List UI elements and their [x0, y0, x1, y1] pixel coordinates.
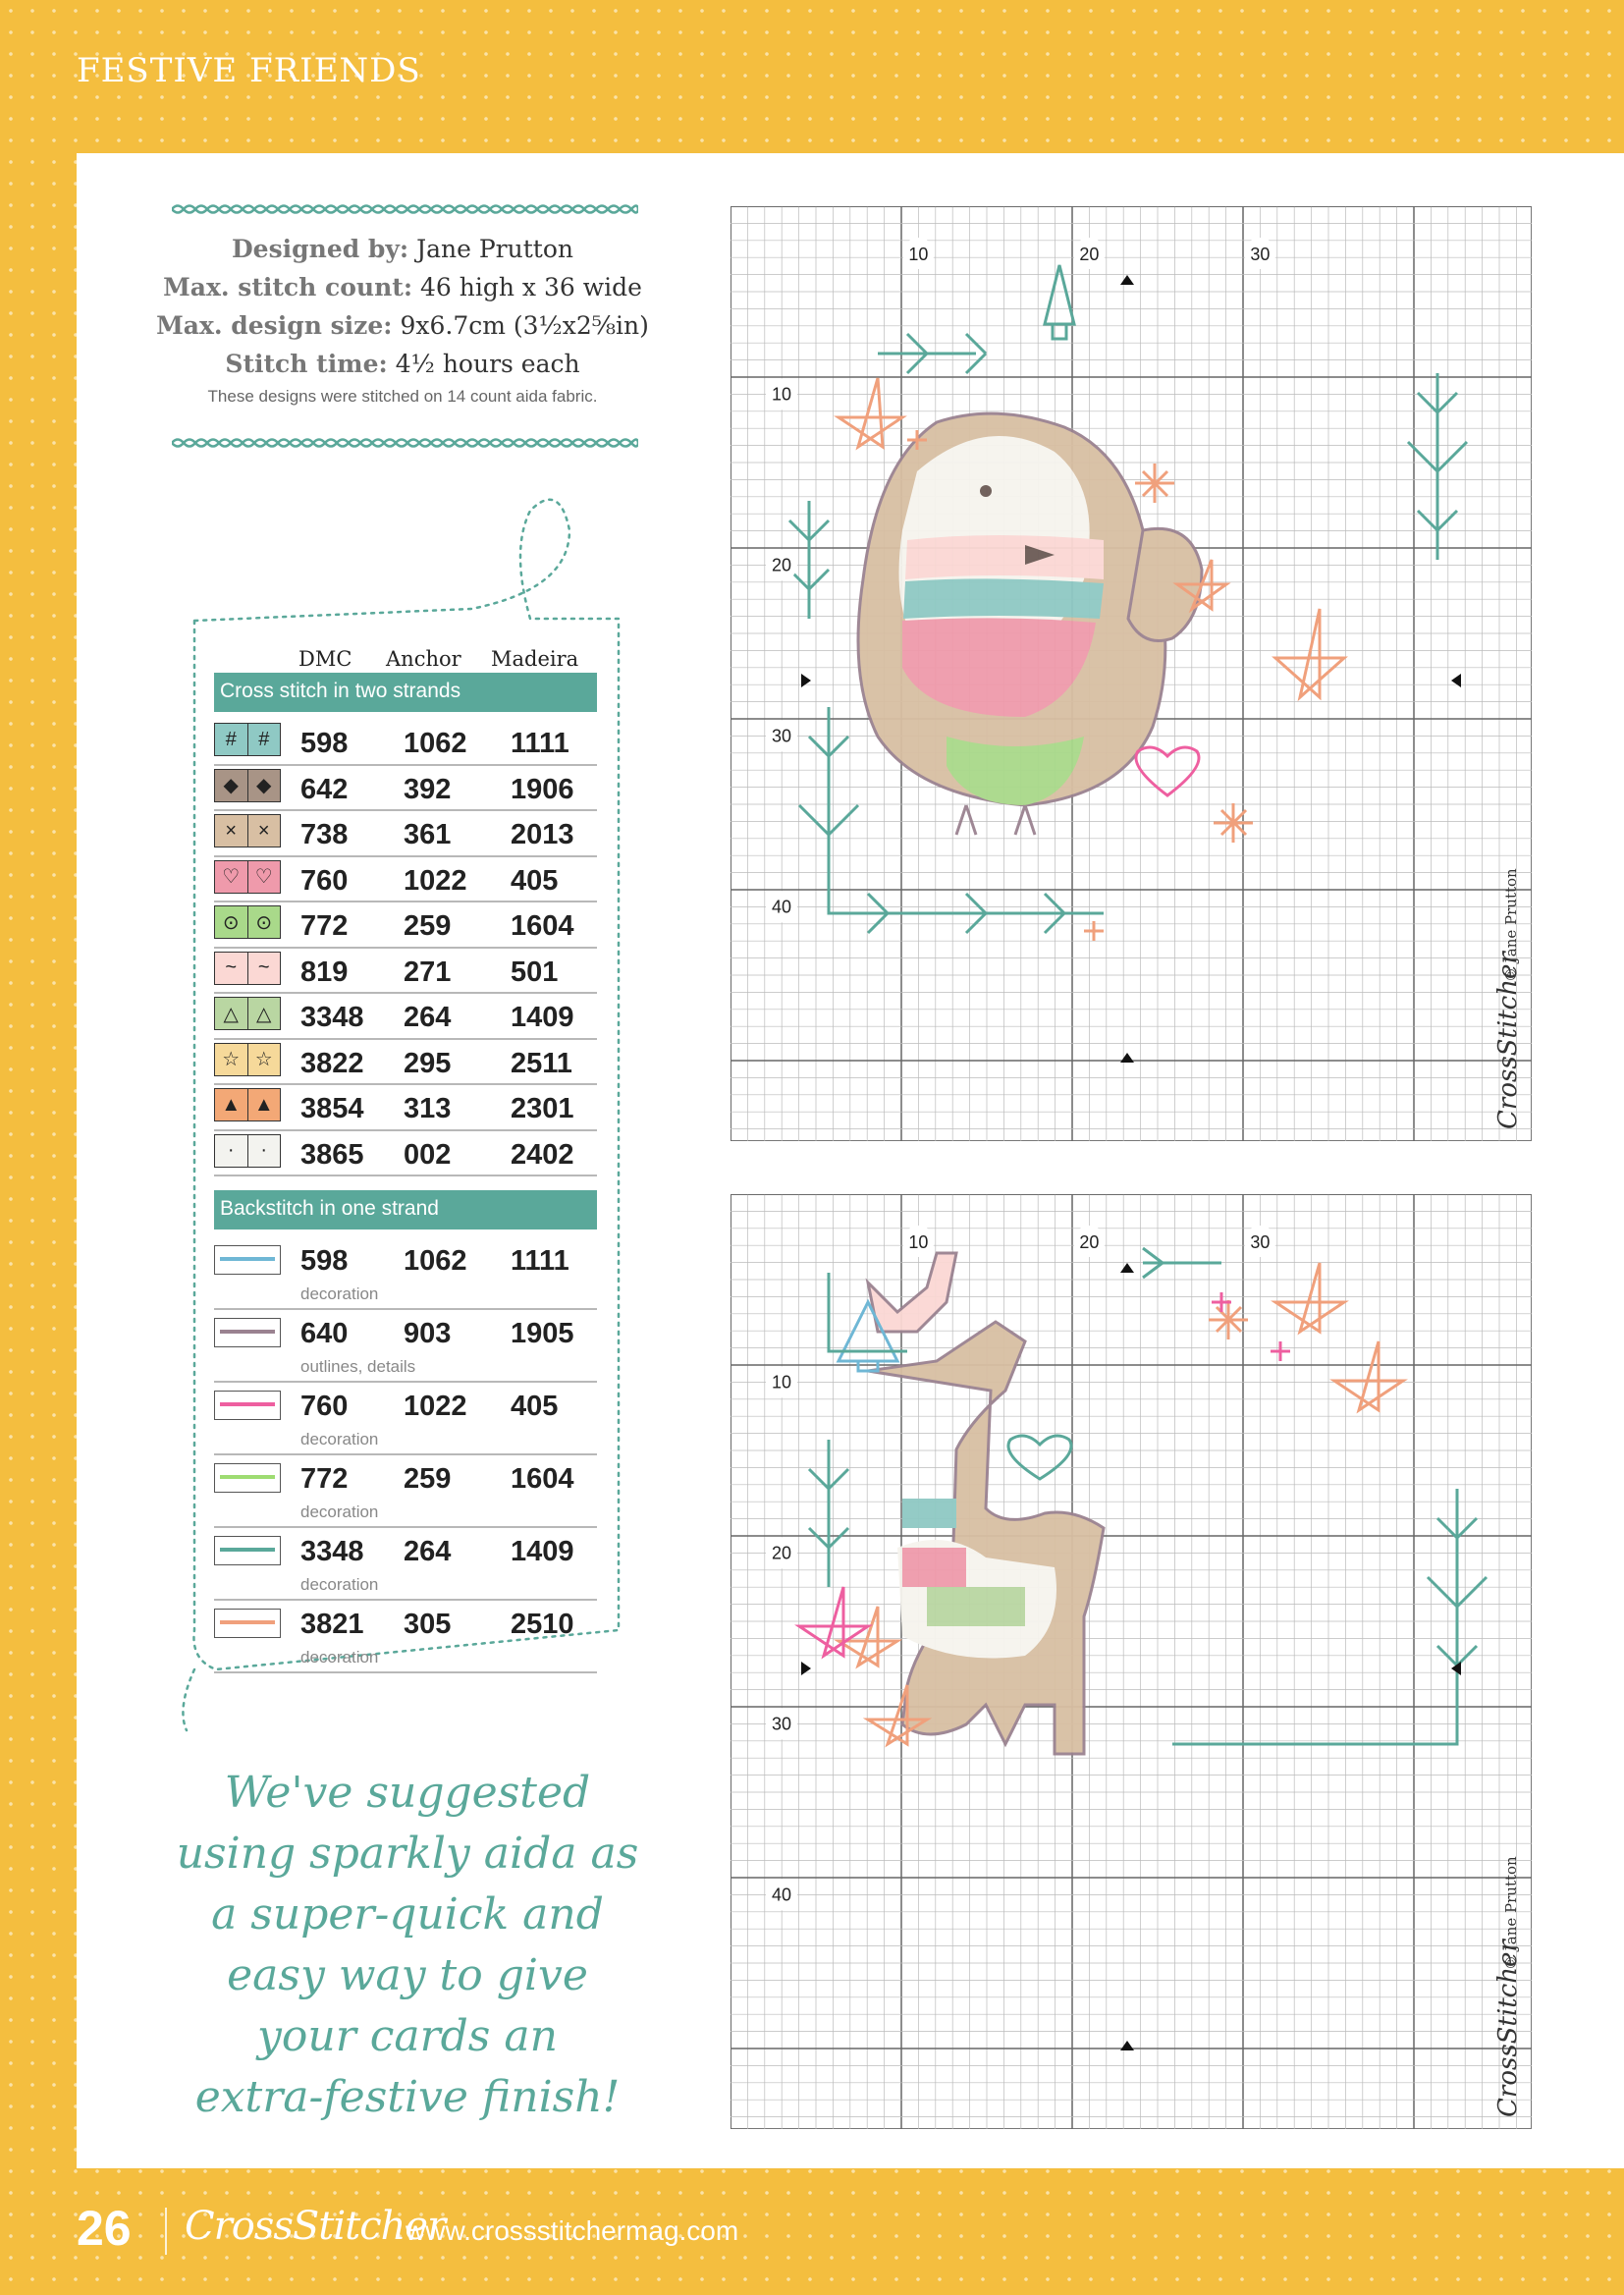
symbol-swatch: ☆ ☆	[214, 1043, 281, 1076]
anchor-code: 1062	[404, 1245, 467, 1277]
side-axis-label: 20	[771, 555, 792, 575]
symbol-swatch: × ×	[214, 814, 281, 847]
backstitch-swatch	[214, 1536, 281, 1565]
symbol-swatch: ▲ ▲	[214, 1088, 281, 1121]
credit-stitch-time: Stitch time: 4½ hours each	[225, 350, 580, 378]
dmc-code: 760	[300, 1391, 349, 1422]
backstitch-heading: Backstitch in one strand	[214, 1190, 597, 1229]
top-axis-label: 10	[908, 1232, 929, 1252]
backstitch-rows	[214, 1237, 597, 1673]
anchor-code: 259	[404, 1463, 452, 1495]
dmc-code: 3348	[300, 1002, 364, 1033]
madeira-code: 1604	[511, 910, 574, 942]
symbol-swatch: ◆ ◆	[214, 769, 281, 802]
backstitch-row	[214, 1383, 597, 1455]
cross-stitch-row	[214, 1085, 597, 1131]
top-axis-label: 30	[1250, 245, 1271, 264]
symbol-swatch: · ·	[214, 1134, 281, 1168]
credit-stitch-count: Max. stitch count: 46 high x 36 wide	[163, 273, 642, 301]
reindeer-chart	[731, 1194, 1532, 2129]
dmc-code: 598	[300, 1245, 349, 1277]
madeira-code: 2301	[511, 1093, 574, 1124]
madeira-code: 1111	[511, 728, 569, 759]
madeira-code: 1905	[511, 1318, 574, 1349]
backstitch-usage: decoration	[300, 1284, 379, 1303]
cross-stitch-rows	[214, 720, 597, 1176]
wave-divider-bottom	[172, 436, 638, 450]
backstitch-usage: decoration	[300, 1503, 379, 1521]
madeira-code: 501	[511, 956, 559, 988]
section-title: FESTIVE FRIENDS	[77, 51, 421, 90]
madeira-code: 1409	[511, 1536, 574, 1567]
anchor-code: 271	[404, 956, 452, 988]
madeira-code: 405	[511, 864, 559, 897]
anchor-code: 1022	[404, 1391, 467, 1422]
side-axis-label: 10	[771, 384, 792, 405]
madeira-code: 2013	[511, 819, 574, 850]
symbol-swatch: ⊙ ⊙	[214, 905, 281, 939]
dmc-code: 738	[300, 819, 349, 850]
cross-stitch-row	[214, 857, 597, 903]
cross-stitch-row	[214, 720, 597, 766]
side-axis-label: 20	[771, 1543, 792, 1563]
chart-credit: © Jane Prutton	[1502, 1856, 1520, 1970]
anchor-code: 1062	[404, 728, 467, 759]
dmc-code: 3348	[300, 1536, 364, 1567]
anchor-code: 361	[404, 819, 452, 850]
cross-stitch-heading: Cross stitch in two strands	[214, 673, 597, 712]
thread-key	[214, 643, 597, 1673]
top-axis-label: 20	[1079, 245, 1100, 264]
anchor-code: 264	[404, 1536, 452, 1567]
credit-design-size: Max. design size: 9x6.7cm (3½x2⅝in)	[156, 311, 649, 340]
cross-stitch-row	[214, 994, 597, 1040]
top-axis-label: 20	[1079, 1232, 1100, 1252]
madeira-code: 1604	[511, 1463, 574, 1495]
anchor-code: 1022	[404, 864, 467, 897]
dmc-code: 3854	[300, 1093, 364, 1124]
madeira-code: 1409	[511, 1002, 574, 1033]
dmc-code: 3822	[300, 1047, 364, 1079]
cross-stitch-row	[214, 902, 597, 949]
footer-website[interactable]: www.crossstitchermag.com	[406, 2215, 739, 2246]
side-axis-label: 30	[771, 1714, 792, 1734]
anchor-code: 313	[404, 1093, 452, 1124]
backstitch-swatch	[214, 1245, 281, 1275]
backstitch-row	[214, 1455, 597, 1528]
backstitch-row	[214, 1237, 597, 1310]
symbol-swatch: △ △	[214, 997, 281, 1030]
dmc-code: 3865	[300, 1138, 364, 1171]
side-axis-label: 10	[771, 1372, 792, 1393]
chart-credit: © Jane Prutton	[1502, 868, 1520, 982]
madeira-code: 1906	[511, 773, 574, 805]
madeira-code: 405	[511, 1391, 559, 1422]
side-axis-label: 30	[771, 726, 792, 746]
anchor-code: 392	[404, 773, 452, 805]
page-number: 26	[77, 2201, 132, 2256]
dmc-code: 772	[300, 910, 349, 942]
backstitch-swatch	[214, 1391, 281, 1420]
anchor-code: 295	[404, 1047, 452, 1079]
backstitch-usage: decoration	[300, 1430, 379, 1448]
symbol-swatch: ~ ~	[214, 952, 281, 985]
cross-stitch-row	[214, 1040, 597, 1086]
anchor-code: 002	[404, 1138, 452, 1171]
wave-divider-top	[172, 202, 638, 216]
fabric-note: These designs were stitched on 14 count aida fabric.	[207, 387, 598, 406]
chart-brand: CrossStitcher	[1493, 1940, 1523, 2117]
credit-designer: Designed by: Jane Prutton	[232, 235, 573, 263]
top-axis-label: 10	[908, 245, 929, 264]
dmc-code: 819	[300, 956, 349, 988]
cross-stitch-row	[214, 811, 597, 857]
anchor-code: 305	[404, 1609, 452, 1640]
top-axis-label: 30	[1250, 1232, 1271, 1252]
key-column-headers: DMC Anchor Madeira	[298, 647, 579, 671]
backstitch-usage: decoration	[300, 1575, 379, 1594]
tip-callout: We've suggested using sparkly aida as a super-quick and easy way to give your cards an extra-festive finish!	[176, 1768, 639, 2122]
footer-divider	[165, 2208, 167, 2255]
anchor-code: 259	[404, 910, 452, 942]
dmc-code: 598	[300, 728, 349, 759]
robin-chart	[731, 206, 1532, 1141]
dmc-code: 640	[300, 1318, 349, 1349]
anchor-code: 264	[404, 1002, 452, 1033]
backstitch-swatch	[214, 1318, 281, 1347]
cross-stitch-row	[214, 1131, 597, 1177]
side-axis-label: 40	[771, 1885, 792, 1905]
cross-stitch-row	[214, 766, 597, 812]
madeira-code: 2402	[511, 1138, 574, 1171]
dmc-code: 3821	[300, 1609, 364, 1640]
chart-brand: CrossStitcher	[1493, 952, 1523, 1129]
backstitch-row	[214, 1601, 597, 1673]
footer-brand: CrossStitcher	[185, 2204, 446, 2249]
dmc-code: 760	[300, 864, 349, 897]
dmc-code: 642	[300, 773, 349, 805]
symbol-swatch: ♡ ♡	[214, 860, 281, 894]
side-axis-label: 40	[771, 897, 792, 917]
backstitch-row	[214, 1310, 597, 1383]
madeira-code: 1111	[511, 1245, 569, 1277]
madeira-code: 2510	[511, 1609, 574, 1640]
page-footer	[77, 2200, 1058, 2259]
dmc-code: 772	[300, 1463, 349, 1495]
backstitch-swatch	[214, 1609, 281, 1638]
cross-stitch-row	[214, 949, 597, 995]
madeira-code: 2511	[511, 1047, 572, 1079]
symbol-swatch: # #	[214, 723, 281, 756]
anchor-code: 903	[404, 1318, 452, 1349]
backstitch-row	[214, 1528, 597, 1601]
backstitch-swatch	[214, 1463, 281, 1493]
backstitch-usage: decoration	[300, 1648, 379, 1667]
credits-box	[137, 230, 668, 407]
backstitch-usage: outlines, details	[300, 1357, 416, 1376]
